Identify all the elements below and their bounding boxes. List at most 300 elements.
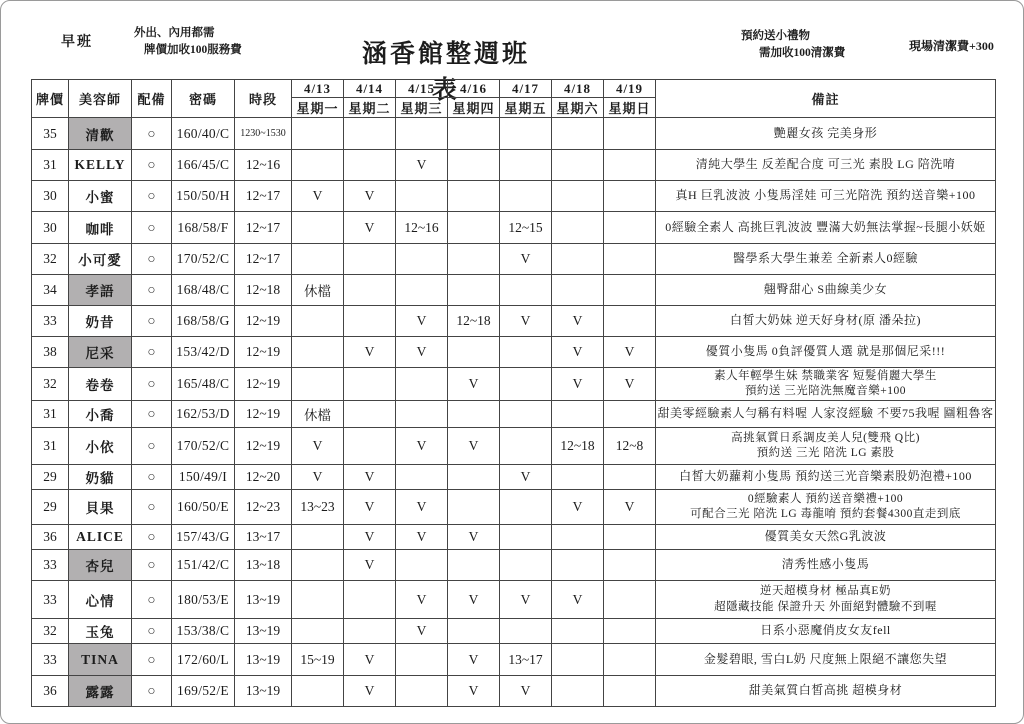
- day-cell: [396, 676, 448, 707]
- day-cell: V: [292, 428, 344, 465]
- code-cell: 170/52/C: [172, 244, 235, 275]
- price-cell: 32: [32, 244, 69, 275]
- day-cell: [500, 619, 552, 644]
- day-cell: [396, 644, 448, 676]
- day-cell: [292, 244, 344, 275]
- artist-name-cell: 小可愛: [69, 244, 132, 275]
- equipment-cell: ○: [132, 368, 172, 401]
- equipment-cell: ○: [132, 490, 172, 525]
- code-cell: 168/58/G: [172, 306, 235, 337]
- table-row: [32, 337, 996, 368]
- hours-cell: 13~17: [235, 525, 292, 550]
- hours-cell: 12~19: [235, 337, 292, 368]
- remark-cell: [656, 676, 996, 707]
- day-cell: [500, 490, 552, 525]
- day-cell: [292, 676, 344, 707]
- remark-header: 備註: [656, 80, 996, 118]
- price-cell: 29: [32, 490, 69, 525]
- day-cell: [552, 401, 604, 428]
- remark-line: 金髮碧眼, 雪白L奶 尺度無上限絕不讓您失望: [703, 651, 948, 666]
- day-cell: [604, 465, 656, 490]
- day-date-header: 4/14: [344, 80, 396, 98]
- hours-cell: 13~19: [235, 676, 292, 707]
- hours-cell: 12~20: [235, 465, 292, 490]
- remark-line: 甜美氣質白皙高挑 超模身材: [748, 683, 903, 698]
- remark-line: 超隱藏技能 保證升天 外面絕對體驗不到喔: [714, 600, 937, 613]
- day-weekday-header: 星期五: [500, 98, 552, 118]
- remark-line: 0經驗全素人 高挑巨乳波波 豐滿大奶無法掌握~長腿小妖姬: [665, 219, 986, 234]
- day-cell: 12~8: [604, 428, 656, 465]
- day-cell: [604, 619, 656, 644]
- remark-cell: [656, 644, 996, 676]
- day-cell: V: [552, 490, 604, 525]
- day-cell: [500, 550, 552, 581]
- code-cell: 168/48/C: [172, 275, 235, 306]
- day-cell: [604, 525, 656, 550]
- equipment-cell: ○: [132, 337, 172, 368]
- day-cell: V: [604, 368, 656, 401]
- header-row-dates: [32, 80, 996, 98]
- day-cell: [552, 550, 604, 581]
- remark-line: 清純大學生 反差配合度 可三光 素股 LG 陪洗唷: [695, 157, 956, 172]
- price-cell: 38: [32, 337, 69, 368]
- hours-cell: 12~17: [235, 212, 292, 244]
- day-cell: [604, 150, 656, 181]
- day-cell: V: [448, 368, 500, 401]
- artist-name-cell: 露露: [69, 676, 132, 707]
- day-cell: V: [396, 619, 448, 644]
- shift-label: 早班: [61, 35, 93, 50]
- equipment-cell: ○: [132, 550, 172, 581]
- schedule-rows: [32, 118, 996, 707]
- day-cell: V: [552, 368, 604, 401]
- day-cell: [500, 275, 552, 306]
- code-cell: 162/53/D: [172, 401, 235, 428]
- table-row: [32, 118, 996, 150]
- remark-line: 預約送 三光 陪洗 LG 素股: [756, 447, 895, 459]
- page-title: 涵香館整週班表: [361, 41, 530, 104]
- day-cell: 休檔: [292, 275, 344, 306]
- day-cell: [500, 428, 552, 465]
- artist-name-cell: 清歡: [69, 118, 132, 150]
- price-cell: 33: [32, 550, 69, 581]
- day-cell: [344, 118, 396, 150]
- day-cell: 15~19: [292, 644, 344, 676]
- day-cell: [500, 181, 552, 212]
- day-cell: V: [396, 428, 448, 465]
- remark-cell: [656, 401, 996, 428]
- day-cell: V: [344, 181, 396, 212]
- hours-cell: 13~19: [235, 619, 292, 644]
- table-row: [32, 275, 996, 306]
- equipment-cell: ○: [132, 428, 172, 465]
- day-cell: [344, 150, 396, 181]
- price-cell: 35: [32, 118, 69, 150]
- day-cell: [552, 676, 604, 707]
- hours-cell: 12~23: [235, 490, 292, 525]
- day-cell: [552, 244, 604, 275]
- day-cell: [396, 368, 448, 401]
- day-cell: [448, 244, 500, 275]
- artist-name-cell: 貝果: [69, 490, 132, 525]
- day-cell: [552, 212, 604, 244]
- price-cell: 33: [32, 306, 69, 337]
- remark-cell: [656, 619, 996, 644]
- table-row: [32, 550, 996, 581]
- code-cell: 168/58/F: [172, 212, 235, 244]
- artist-name-cell: 玉兔: [69, 619, 132, 644]
- day-cell: V: [344, 676, 396, 707]
- day-cell: V: [500, 244, 552, 275]
- day-cell: V: [396, 306, 448, 337]
- equipment-cell: ○: [132, 525, 172, 550]
- day-date-header: 4/13: [292, 80, 344, 98]
- day-cell: [552, 525, 604, 550]
- remark-line: 艷麗女孩 完美身形: [773, 125, 878, 140]
- day-weekday-header: 星期一: [292, 98, 344, 118]
- code-cell: 180/53/E: [172, 581, 235, 619]
- code-cell: 160/40/C: [172, 118, 235, 150]
- hours-cell: 13~19: [235, 581, 292, 619]
- day-cell: [604, 676, 656, 707]
- day-cell: V: [500, 676, 552, 707]
- artist-name-cell: ALICE: [69, 525, 132, 550]
- note-service-fee-line2: 牌價加收100服務費: [144, 43, 242, 56]
- day-cell: [448, 212, 500, 244]
- day-cell: [292, 306, 344, 337]
- day-cell: V: [448, 428, 500, 465]
- remark-line: 可配合三光 陪洗 LG 毒龍唷 預約套餐4300直走到底: [690, 508, 961, 520]
- price-cell: 32: [32, 368, 69, 401]
- code-cell: 165/48/C: [172, 368, 235, 401]
- day-cell: V: [604, 337, 656, 368]
- artist-name-cell: 卷卷: [69, 368, 132, 401]
- price-cell: 30: [32, 181, 69, 212]
- day-cell: 12~15: [500, 212, 552, 244]
- price-cell: 31: [32, 428, 69, 465]
- equipment-cell: ○: [132, 212, 172, 244]
- day-cell: [292, 550, 344, 581]
- day-cell: V: [396, 150, 448, 181]
- hours-cell: 12~17: [235, 244, 292, 275]
- day-cell: [448, 550, 500, 581]
- day-cell: [500, 401, 552, 428]
- day-cell: [552, 644, 604, 676]
- day-cell: V: [396, 490, 448, 525]
- remark-line: 素人年輕學生妹 禁職業客 短髮俏麗大學生: [714, 369, 937, 382]
- day-cell: [552, 465, 604, 490]
- remark-line: 甜美零經驗素人勻稱有料喔 人家沒經驗 不要75我喔 圝粗魯客: [657, 406, 994, 421]
- table-row: [32, 619, 996, 644]
- equipment-cell: ○: [132, 181, 172, 212]
- artist-name-cell: 杏兒: [69, 550, 132, 581]
- code-cell: 151/42/C: [172, 550, 235, 581]
- code-cell: 150/49/I: [172, 465, 235, 490]
- day-cell: 休檔: [292, 401, 344, 428]
- day-date-header: 4/15: [396, 80, 448, 98]
- remark-line: 白皙大奶蘿莉小隻馬 預約送三光音樂素股奶泡禮+100: [679, 469, 972, 484]
- day-cell: [448, 118, 500, 150]
- day-cell: [552, 118, 604, 150]
- day-cell: V: [344, 337, 396, 368]
- artist-name-cell: 孝語: [69, 275, 132, 306]
- day-cell: V: [500, 465, 552, 490]
- table-row: [32, 212, 996, 244]
- day-cell: V: [552, 306, 604, 337]
- code-cell: 157/43/G: [172, 525, 235, 550]
- day-cell: V: [552, 581, 604, 619]
- day-cell: [448, 401, 500, 428]
- remark-cell: [656, 275, 996, 306]
- day-cell: [604, 306, 656, 337]
- day-date-header: 4/17: [500, 80, 552, 98]
- day-cell: [604, 401, 656, 428]
- hours-cell: 12~16: [235, 150, 292, 181]
- table-row: [32, 676, 996, 707]
- table-row: [32, 465, 996, 490]
- table-row: [32, 581, 996, 619]
- equipment-cell: ○: [132, 118, 172, 150]
- day-cell: [500, 337, 552, 368]
- day-cell: [292, 118, 344, 150]
- remark-cell: [656, 525, 996, 550]
- day-cell: [396, 275, 448, 306]
- hours-cell: 12~19: [235, 306, 292, 337]
- day-cell: [396, 550, 448, 581]
- day-cell: [292, 212, 344, 244]
- table-row: [32, 644, 996, 676]
- day-cell: V: [344, 465, 396, 490]
- table-row: [32, 244, 996, 275]
- price-cell: 34: [32, 275, 69, 306]
- day-cell: [604, 181, 656, 212]
- day-cell: [344, 581, 396, 619]
- remark-cell: [656, 244, 996, 275]
- day-cell: [604, 212, 656, 244]
- remark-cell: [656, 306, 996, 337]
- note-onsite-fee: 現場清潔費+300: [909, 39, 994, 53]
- day-cell: V: [448, 581, 500, 619]
- day-cell: [448, 465, 500, 490]
- day-cell: [500, 368, 552, 401]
- day-cell: V: [448, 676, 500, 707]
- hours-cell: 12~19: [235, 401, 292, 428]
- code-cell: 172/60/L: [172, 644, 235, 676]
- equipment-cell: ○: [132, 244, 172, 275]
- remark-line: 0經驗素人 預約送音樂禮+100: [747, 492, 904, 505]
- day-cell: V: [448, 525, 500, 550]
- day-cell: [292, 581, 344, 619]
- day-cell: [396, 401, 448, 428]
- day-cell: [448, 150, 500, 181]
- note-booking-gift-line2: 需加收100清潔費: [759, 47, 846, 60]
- equipment-cell: ○: [132, 275, 172, 306]
- remark-line: 優質小隻馬 0負評優質人選 就是那個尼采!!!: [705, 344, 946, 359]
- note-service-fee: [134, 25, 242, 58]
- remark-cell: [656, 428, 996, 465]
- equipment-cell: ○: [132, 581, 172, 619]
- day-cell: [344, 619, 396, 644]
- remark-cell: [656, 368, 996, 401]
- code-cell: 150/50/H: [172, 181, 235, 212]
- day-cell: V: [396, 581, 448, 619]
- day-date-header: 4/18: [552, 80, 604, 98]
- code-cell: 169/52/E: [172, 676, 235, 707]
- remark-line: 真H 巨乳波波 小隻馬淫娃 可三光陪洗 預約送音樂+100: [675, 188, 976, 203]
- day-cell: [552, 181, 604, 212]
- day-cell: [292, 150, 344, 181]
- price-header: 牌價: [32, 80, 69, 118]
- day-cell: V: [396, 337, 448, 368]
- price-cell: 31: [32, 150, 69, 181]
- day-cell: V: [500, 306, 552, 337]
- remark-line: 逆天超模身材 極品真E奶: [760, 585, 891, 598]
- day-cell: [552, 150, 604, 181]
- day-cell: [604, 275, 656, 306]
- day-cell: [604, 244, 656, 275]
- table-row: [32, 368, 996, 401]
- artist-name-cell: TINA: [69, 644, 132, 676]
- equipment-cell: ○: [132, 150, 172, 181]
- day-cell: [604, 550, 656, 581]
- code-cell: 170/52/C: [172, 428, 235, 465]
- day-cell: [292, 368, 344, 401]
- day-weekday-header: 星期二: [344, 98, 396, 118]
- equipment-cell: ○: [132, 676, 172, 707]
- remark-line: 白皙大奶妹 逆天好身材(原 潘朵拉): [730, 313, 921, 328]
- day-cell: [448, 490, 500, 525]
- day-cell: [344, 275, 396, 306]
- table-row: [32, 181, 996, 212]
- remark-line: 翹臀甜心 S曲線美少女: [763, 282, 888, 297]
- code-cell: 153/42/D: [172, 337, 235, 368]
- remark-cell: [656, 490, 996, 525]
- day-cell: [500, 118, 552, 150]
- day-cell: 12~18: [552, 428, 604, 465]
- table-row: [32, 428, 996, 465]
- artist-name-cell: 尼采: [69, 337, 132, 368]
- table-header: [32, 80, 996, 118]
- equipment-cell: ○: [132, 401, 172, 428]
- hours-cell: 12~19: [235, 428, 292, 465]
- day-cell: [344, 428, 396, 465]
- price-cell: 33: [32, 644, 69, 676]
- hours-cell: 13~18: [235, 550, 292, 581]
- day-cell: V: [552, 337, 604, 368]
- day-cell: V: [604, 490, 656, 525]
- day-cell: [396, 465, 448, 490]
- schedule-table: [31, 79, 996, 707]
- day-cell: [552, 619, 604, 644]
- artist-name-cell: 小喬: [69, 401, 132, 428]
- day-cell: [292, 525, 344, 550]
- day-cell: [448, 337, 500, 368]
- artist-name-cell: 奶昔: [69, 306, 132, 337]
- artist-header: 美容師: [69, 80, 132, 118]
- equipment-cell: ○: [132, 306, 172, 337]
- remark-cell: [656, 118, 996, 150]
- equipment-cell: ○: [132, 644, 172, 676]
- artist-name-cell: 小蜜: [69, 181, 132, 212]
- day-cell: [396, 118, 448, 150]
- code-header: 密碼: [172, 80, 235, 118]
- day-cell: [500, 150, 552, 181]
- day-cell: V: [500, 581, 552, 619]
- remark-line: 優質美女天然G乳波波: [764, 529, 887, 544]
- hours-cell: 12~18: [235, 275, 292, 306]
- remark-line: 清秀性感小隻馬: [781, 557, 870, 572]
- table-row: [32, 490, 996, 525]
- code-cell: 166/45/C: [172, 150, 235, 181]
- day-cell: [604, 581, 656, 619]
- artist-name-cell: KELLY: [69, 150, 132, 181]
- table-row: [32, 525, 996, 550]
- hours-cell: 1230~1530: [235, 118, 292, 150]
- day-cell: [448, 619, 500, 644]
- remark-line: 醫學系大學生兼差 全新素人0經驗: [732, 251, 918, 266]
- price-cell: 30: [32, 212, 69, 244]
- equipment-cell: ○: [132, 465, 172, 490]
- day-cell: [396, 181, 448, 212]
- remark-cell: [656, 181, 996, 212]
- remark-cell: [656, 337, 996, 368]
- price-cell: 36: [32, 525, 69, 550]
- day-cell: [344, 244, 396, 275]
- code-cell: 160/50/E: [172, 490, 235, 525]
- day-cell: [396, 244, 448, 275]
- remark-cell: [656, 465, 996, 490]
- day-cell: [344, 401, 396, 428]
- day-cell: [292, 619, 344, 644]
- day-cell: V: [292, 465, 344, 490]
- day-cell: 13~17: [500, 644, 552, 676]
- day-cell: V: [448, 644, 500, 676]
- remark-line: 日系小惡魔俏皮女友fell: [760, 623, 891, 638]
- price-cell: 36: [32, 676, 69, 707]
- artist-name-cell: 咖啡: [69, 212, 132, 244]
- price-cell: 31: [32, 401, 69, 428]
- table-row: [32, 306, 996, 337]
- day-cell: [604, 644, 656, 676]
- table-row: [32, 150, 996, 181]
- price-cell: 32: [32, 619, 69, 644]
- remark-cell: [656, 550, 996, 581]
- day-cell: V: [344, 490, 396, 525]
- hours-cell: 13~19: [235, 644, 292, 676]
- day-cell: V: [344, 525, 396, 550]
- equipment-header: 配備: [132, 80, 172, 118]
- hours-cell: 12~17: [235, 181, 292, 212]
- day-cell: [448, 275, 500, 306]
- hours-cell: 12~19: [235, 368, 292, 401]
- day-cell: V: [344, 550, 396, 581]
- hours-header: 時段: [235, 80, 292, 118]
- remark-line: 預約送 三光陪洗無魔音樂+100: [744, 385, 907, 397]
- remark-cell: [656, 581, 996, 619]
- artist-name-cell: 奶貓: [69, 465, 132, 490]
- day-cell: V: [396, 525, 448, 550]
- day-cell: V: [344, 644, 396, 676]
- day-weekday-header: 星期六: [552, 98, 604, 118]
- day-cell: 12~16: [396, 212, 448, 244]
- day-cell: [344, 306, 396, 337]
- day-cell: 13~23: [292, 490, 344, 525]
- day-cell: 12~18: [448, 306, 500, 337]
- day-cell: [604, 118, 656, 150]
- artist-name-cell: 小依: [69, 428, 132, 465]
- note-booking-gift-line1: 預約送小禮物: [741, 30, 810, 42]
- day-cell: [448, 181, 500, 212]
